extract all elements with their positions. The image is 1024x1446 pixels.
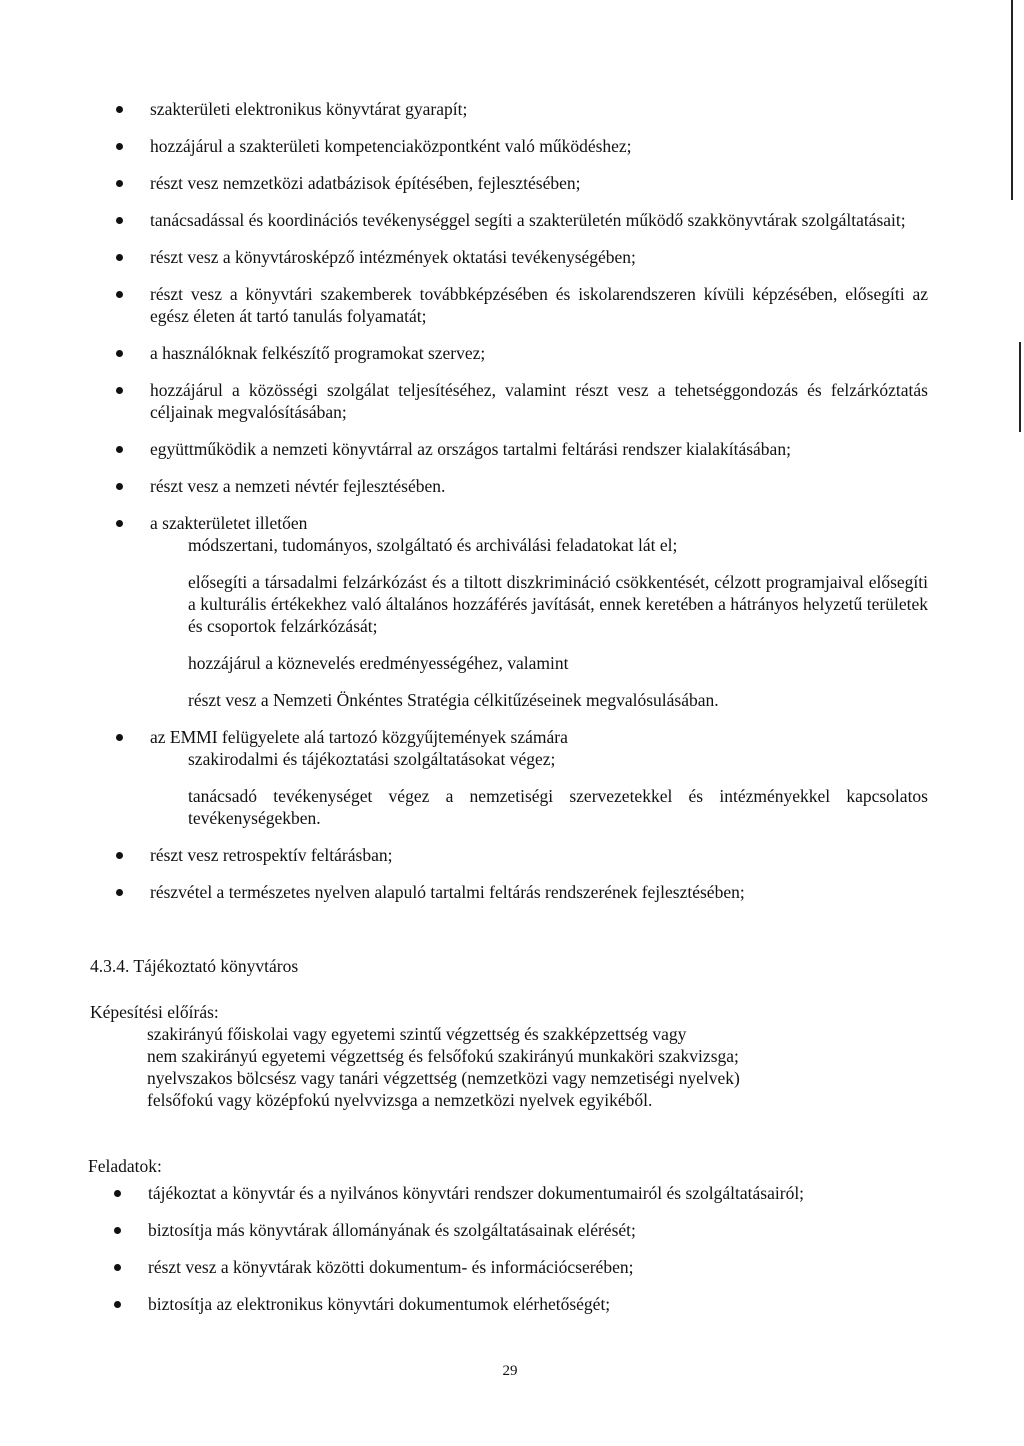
list-item-group	[150, 512, 928, 711]
list-item: biztosítja más könyvtárak állományának és szolgáltatásainak elérését;	[148, 1219, 948, 1241]
sub-item: részt vesz a Nemzeti Önkéntes Stratégia célkitűzéseinek megvalósulásában.	[188, 690, 719, 710]
qualification-line: felsőfokú vagy középfokú nyelvvizsga a nemzetközi nyelvek egyikéből.	[147, 1090, 653, 1110]
list-item: együttműködik a nemzeti könyvtárral az országos tartalmi feltárási rendszer kialakításában;	[150, 438, 928, 460]
bullet-icon	[114, 1301, 121, 1308]
group-lead: az EMMI felügyelete alá tartozó közgyűjtemények számára	[150, 727, 568, 747]
bullet-icon	[116, 483, 123, 490]
qualification-lines	[147, 1023, 950, 1111]
sub-item: hozzájárul a köznevelés eredményességéhez, valamint	[188, 653, 569, 673]
list-item: a használóknak felkészítő programokat szervez;	[150, 342, 928, 364]
bullet-icon	[116, 143, 123, 150]
bullet-icon	[116, 291, 123, 298]
list-item: részt vesz a könyvtári szakemberek továbbképzésében és iskolarendszeren kívüli képzésében, elősegíti az egész életen át tartó tanulás folyamatát;	[150, 283, 928, 327]
sub-item: szakirodalmi és tájékoztatási szolgáltatásokat végez;	[188, 749, 556, 769]
scan-edge-mark-top	[1011, 0, 1013, 200]
tasks-block	[88, 1155, 948, 1177]
qualification-line: nyelvszakos bölcsész vagy tanári végzettség (nemzetközi vagy nemzetiségi nyelvek)	[147, 1068, 740, 1088]
tasks-list	[148, 1182, 948, 1315]
list-item-group	[150, 726, 928, 829]
list-item: részt vesz nemzetközi adatbázisok építésében, fejlesztésében;	[150, 172, 928, 194]
sub-item: elősegíti a társadalmi felzárkózást és a tiltott diszkrimináció csökkentését, célzott programjaival elősegíti a kulturális értékekhez való általános hozzáférés javítását, ennek keretében a hátrányos helyzetű területek és csoportok felzárkózását;	[188, 572, 928, 636]
bullet-list-1	[150, 98, 928, 903]
list-item: részt vesz a könyvtárosképző intézmények oktatási tevékenységében;	[150, 246, 928, 268]
qualification-block	[90, 1001, 950, 1111]
group-lead: a szakterületet illetően	[150, 513, 308, 533]
list-item: hozzájárul a közösségi szolgálat teljesítéséhez, valamint részt vesz a tehetséggondozás és felzárkóztatás céljainak megvalósításában;	[150, 379, 928, 423]
list-item: tájékoztat a könyvtár és a nyilvános könyvtári rendszer dokumentumairól és szolgáltatásairól;	[148, 1182, 948, 1204]
bullet-icon	[116, 387, 123, 394]
bullet-icon	[116, 734, 123, 741]
bullet-icon	[114, 1190, 121, 1197]
tasks-label: Feladatok:	[88, 1156, 162, 1176]
qualification-label: Képesítési előírás:	[90, 1002, 219, 1022]
list-item: biztosítja az elektronikus könyvtári dokumentumok elérhetőségét;	[148, 1293, 948, 1315]
section-heading: 4.3.4. Tájékoztató könyvtáros	[90, 956, 299, 976]
list-item: részt vesz retrospektív feltárásban;	[150, 844, 928, 866]
bullet-icon	[116, 106, 123, 113]
qualification-line: szakirányú főiskolai vagy egyetemi szintű végzettség és szakképzettség vagy	[147, 1024, 687, 1044]
page-number: 29	[502, 1363, 518, 1379]
bullet-icon	[116, 180, 123, 187]
bullet-icon	[116, 254, 123, 261]
bullet-icon	[114, 1227, 121, 1234]
list-item: hozzájárul a szakterületi kompetenciaközpontként való működéshez;	[150, 135, 928, 157]
bullet-icon	[116, 350, 123, 357]
bullet-icon	[116, 446, 123, 453]
bullet-icon	[116, 889, 123, 896]
qualification-line: nem szakirányú egyetemi végzettség és felsőfokú szakirányú munkaköri szakvizsga;	[147, 1046, 739, 1066]
bullet-icon	[116, 217, 123, 224]
list-item: részvétel a természetes nyelven alapuló tartalmi feltárás rendszerének fejlesztésében;	[150, 881, 928, 903]
bullet-icon	[116, 852, 123, 859]
list-item: tanácsadással és koordinációs tevékenységgel segíti a szakterületén működő szakkönyvtárak szolgáltatásait;	[150, 209, 928, 231]
sub-item: tanácsadó tevékenységet végez a nemzetiségi szervezetekkel és intézményekkel kapcsolatos tevékenységekben.	[188, 786, 928, 828]
sub-item: módszertani, tudományos, szolgáltató és archiválási feladatokat lát el;	[188, 535, 678, 555]
bullet-icon	[114, 1264, 121, 1271]
list-item: részt vesz a könyvtárak közötti dokumentum- és információcserében;	[148, 1256, 948, 1278]
bullet-icon	[116, 520, 123, 527]
scan-edge-mark-middle	[1019, 342, 1021, 432]
list-item: részt vesz a nemzeti névtér fejlesztésében.	[150, 475, 928, 497]
list-item: szakterületi elektronikus könyvtárat gyarapít;	[150, 98, 928, 120]
